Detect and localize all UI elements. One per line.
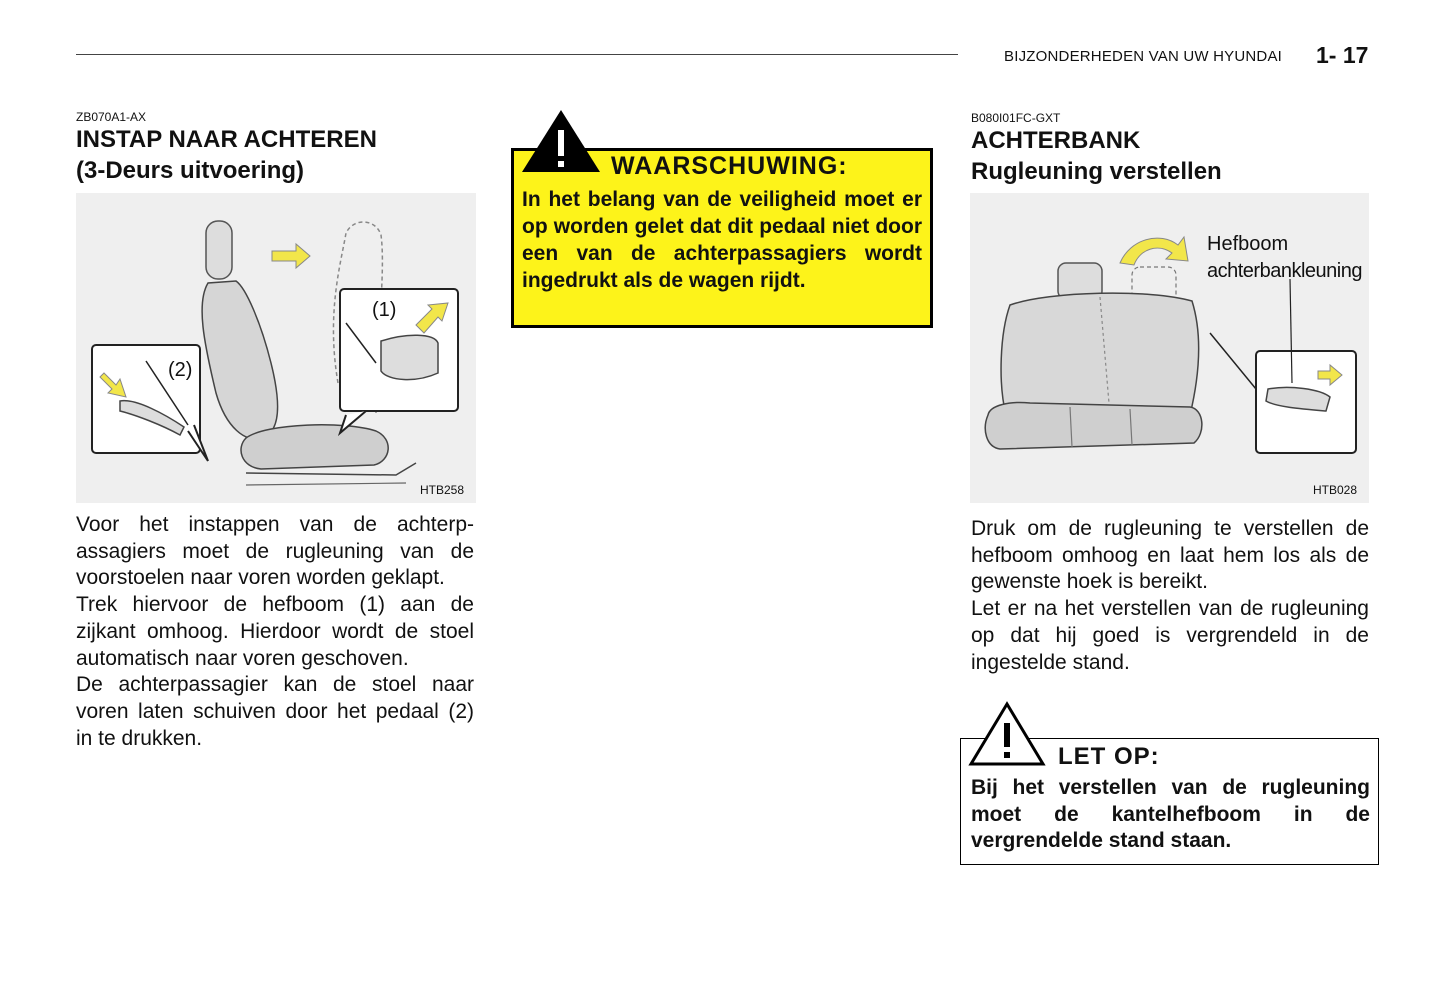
right-section-title: ACHTERBANK: [971, 127, 1141, 154]
caution-title: LET OP:: [1058, 743, 1160, 770]
right-paragraph-2: Let er na het verstellen van de rugleuning op dat hij goed is vergrendeld in de ingestelde stand.: [971, 597, 1369, 674]
right-section-subtitle: Rugleuning verstellen: [971, 158, 1222, 185]
rear-seat-illustration: [970, 193, 1369, 503]
left-section-subtitle: (3-Deurs uitvoering): [76, 157, 305, 184]
figure-code-htb258: HTB258: [420, 483, 465, 497]
left-paragraph-1: Voor het instappen van de achterp-assagiers moet de rugleuning van de voorstoelen naar voren worden geklapt.: [76, 513, 474, 590]
left-section-title: INSTAP NAAR ACHTEREN: [76, 126, 377, 153]
exclamation-triangle-icon: [968, 701, 1046, 767]
figure-label-2: (2): [168, 359, 193, 381]
page-number: 1- 17: [1316, 42, 1369, 68]
left-paragraph-2: Trek hiervoor de hefboom (1) aan de zijkant omhoog. Hierdoor wordt de stoel automatisch naar voren geschoven.: [76, 593, 474, 670]
left-body-text: [76, 512, 474, 752]
front-seat-illustration: [76, 193, 476, 503]
figure-label-achterbankleuning: achterbankleuning: [1207, 260, 1362, 282]
right-paragraph-1: Druk om de rugleuning te verstellen de hefboom omhoog en laat hem los als de gewenste hoek is bereikt.: [971, 517, 1369, 594]
caution-text: Bij het verstellen van de rugleuning moet de kantelhefboom in de vergrendelde stand staan.: [971, 776, 1370, 852]
figure-label-1: (1): [372, 299, 397, 321]
figure-code-htb028: HTB028: [1313, 483, 1358, 497]
rear-seat-figure: [970, 193, 1369, 503]
right-section-code: B080I01FC-GXT: [971, 111, 1061, 125]
figure-label-hefboom: Hefboom: [1207, 233, 1289, 255]
exclamation-triangle-icon: [520, 108, 602, 174]
left-paragraph-3: De achterpassagier kan de stoel naar voren laten schuiven door het pedaal (2) in te drukken.: [76, 673, 474, 750]
front-seat-figure: [76, 193, 476, 503]
left-section-code: ZB070A1-AX: [76, 110, 147, 124]
warning-text: In het belang van de veiligheid moet er op worden gelet dat dit pedaal niet door een van de achterpassagiers wordt ingedrukt als de wagen rijdt.: [522, 188, 922, 292]
right-body-text: [971, 516, 1369, 676]
header-rule: [76, 54, 958, 55]
section-title: BIJZONDERHEDEN VAN UW HYUNDAI: [1004, 48, 1283, 65]
warning-title: WAARSCHUWING:: [611, 152, 848, 180]
